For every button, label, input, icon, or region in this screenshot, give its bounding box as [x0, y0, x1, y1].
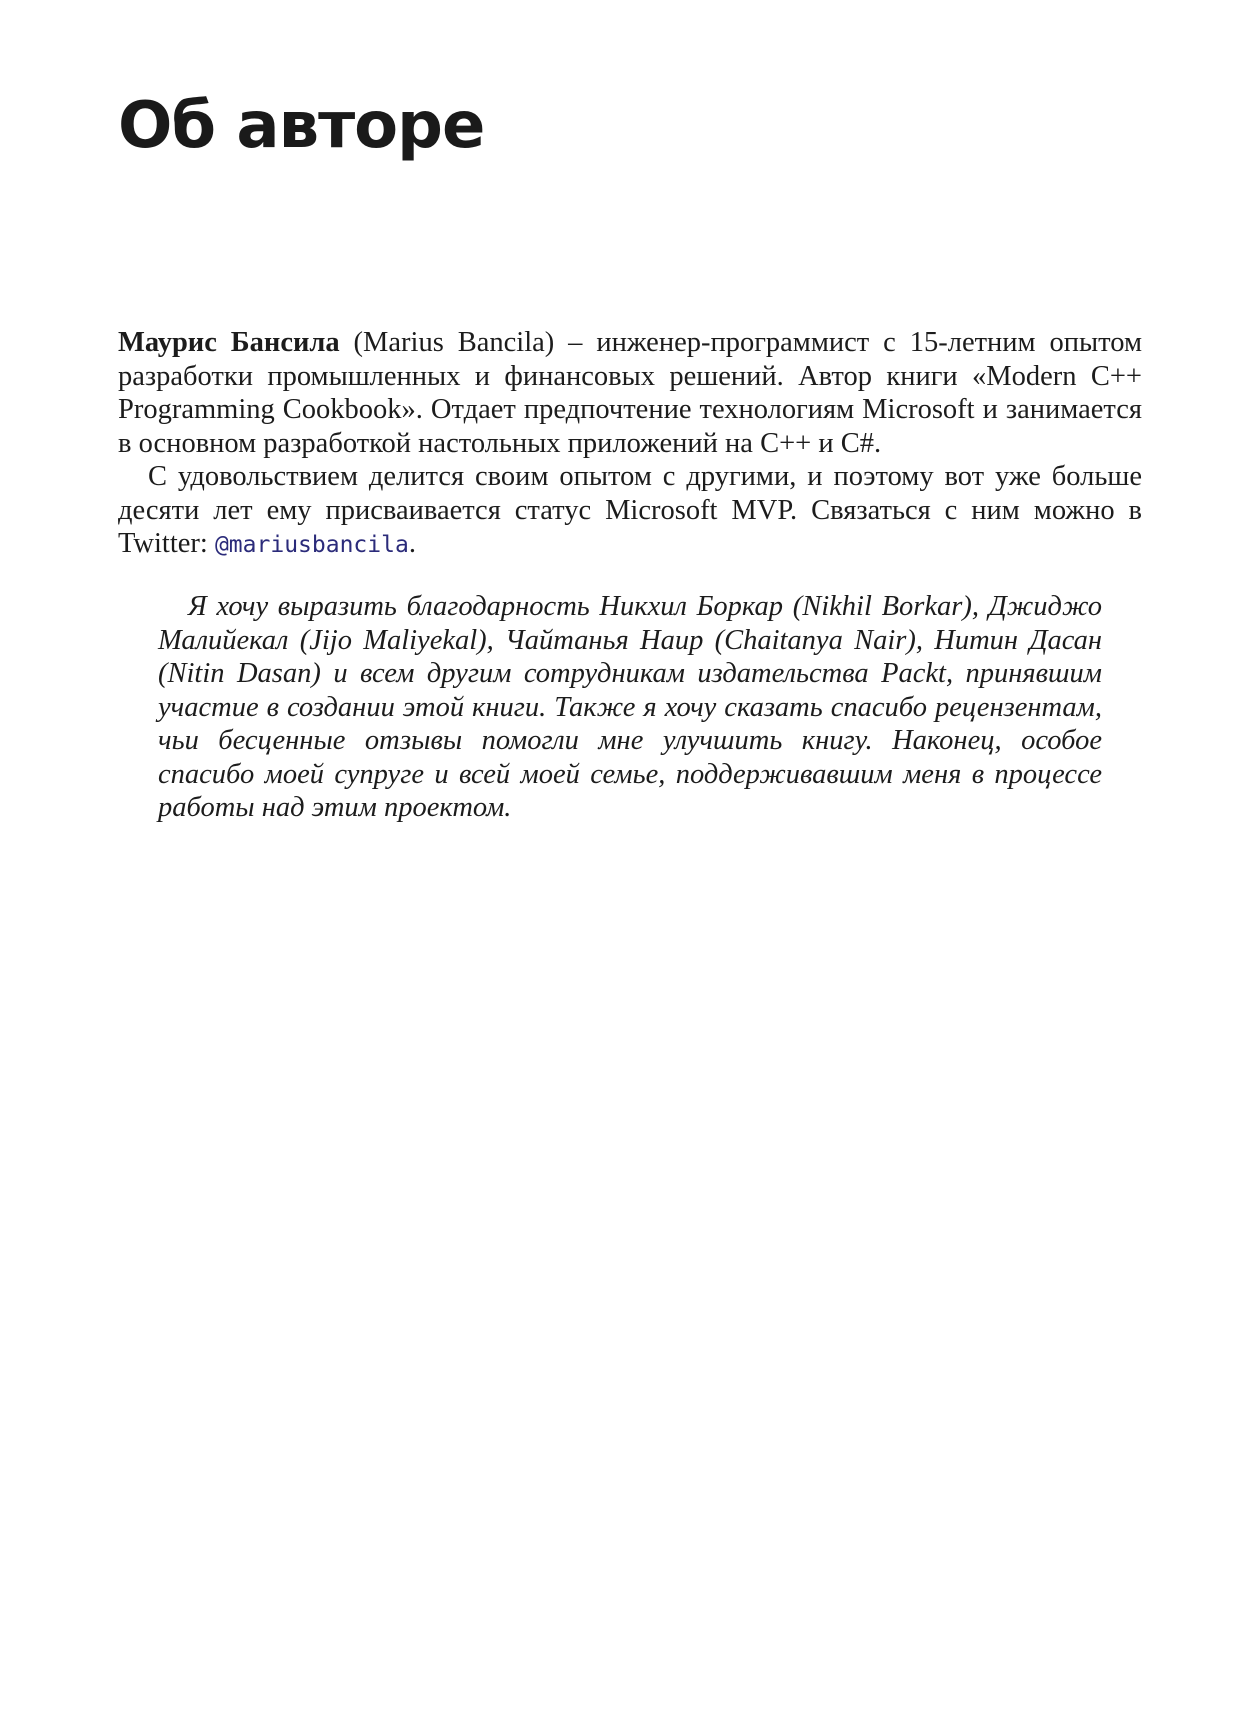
bio-paragraph-2: [118, 460, 1142, 563]
author-bio: [118, 326, 1142, 563]
bio-paragraph-1-text: (Marius Bancila) – инженер-программист с 15-летним опытом разработки промышленных и финансовых решений. Автор книги «Modern C++ Programming Cookbook». Отдает предпочтение технологиям Microsoft и занимается в основном разработкой настольных приложений на C++ и C#.: [118, 327, 1142, 459]
page-title: Об авторе: [118, 89, 485, 163]
bio-paragraph-2-end: .: [408, 528, 416, 559]
bio-paragraph-2-text: С удовольствием делится своим опытом с другими, и поэтому вот уже больше десяти лет ему присваивается статус Microsoft MVP. Связаться с ним можно в Twitter:: [118, 461, 1142, 559]
twitter-handle: @mariusbancila: [214, 532, 409, 558]
bio-paragraph-1: [118, 326, 1142, 460]
acknowledgement: Я хочу выразить благодарность Никхил Боркар (Nikhil Borkar), Джиджо Малийекал (Jijo Maliyekal), Чайтанья Наир (Chaitanya Nair), Нитин Дасан (Nitin Dasan) и всем другим сотрудникам издательства Packt, принявшим участие в создании этой книги. Также я хочу сказать спасибо рецензентам, чьи бесценные отзывы помогли мне улучшить книгу. Наконец, особое спасибо моей супруге и всей моей семье, поддерживавшим меня в процессе работы над этим проектом.: [158, 591, 1102, 823]
author-name: Маурис Бансила: [118, 327, 340, 358]
